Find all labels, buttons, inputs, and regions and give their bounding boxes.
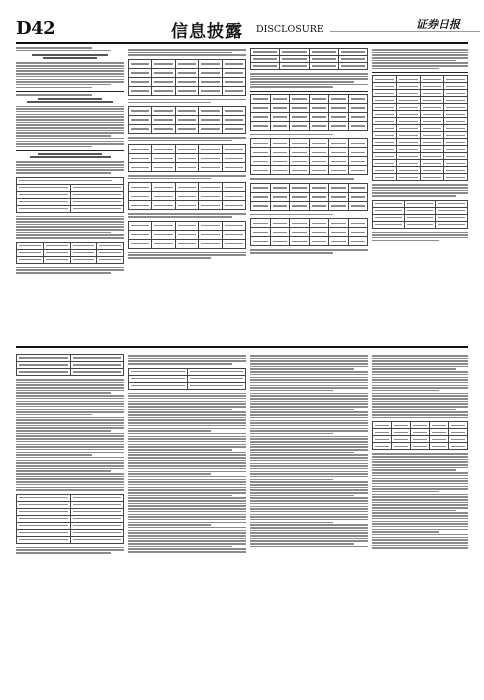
announcement-heading-1 (16, 54, 124, 59)
section-title-en: DISCLOSURE (256, 24, 324, 35)
table-11 (250, 183, 368, 211)
masthead (16, 16, 468, 44)
table-10 (250, 138, 368, 175)
bottom-half (16, 346, 468, 688)
table-7 (128, 221, 246, 249)
table-16 (16, 494, 124, 544)
page-number: D42 (16, 18, 56, 39)
table-2 (16, 242, 124, 264)
section-title: 信息披露 (171, 22, 243, 42)
table-4 (128, 106, 246, 134)
table-6 (128, 182, 246, 210)
newspaper-logo: 证券日报 (416, 18, 460, 31)
table-14 (372, 200, 468, 229)
announcement-body-1 (16, 62, 124, 88)
top-half (16, 46, 468, 340)
table-1 (16, 177, 124, 213)
column-7 (250, 352, 368, 688)
table-3 (128, 59, 246, 96)
column-1 (16, 46, 124, 340)
announcement-heading-2 (16, 98, 124, 103)
table-12 (250, 218, 368, 246)
table-5 (128, 144, 246, 172)
column-3 (250, 46, 368, 340)
column-6 (128, 352, 246, 688)
table-15 (16, 354, 124, 376)
table-17 (128, 368, 246, 390)
column-4 (372, 46, 468, 340)
announcement-body-2 (16, 106, 124, 148)
table-18 (372, 421, 468, 450)
table-8 (250, 48, 368, 70)
column-2 (128, 46, 246, 340)
announcement-heading-3 (16, 153, 124, 158)
column-5 (16, 352, 124, 688)
table-9 (250, 94, 368, 131)
column-8 (372, 352, 468, 688)
table-13 (372, 75, 468, 181)
